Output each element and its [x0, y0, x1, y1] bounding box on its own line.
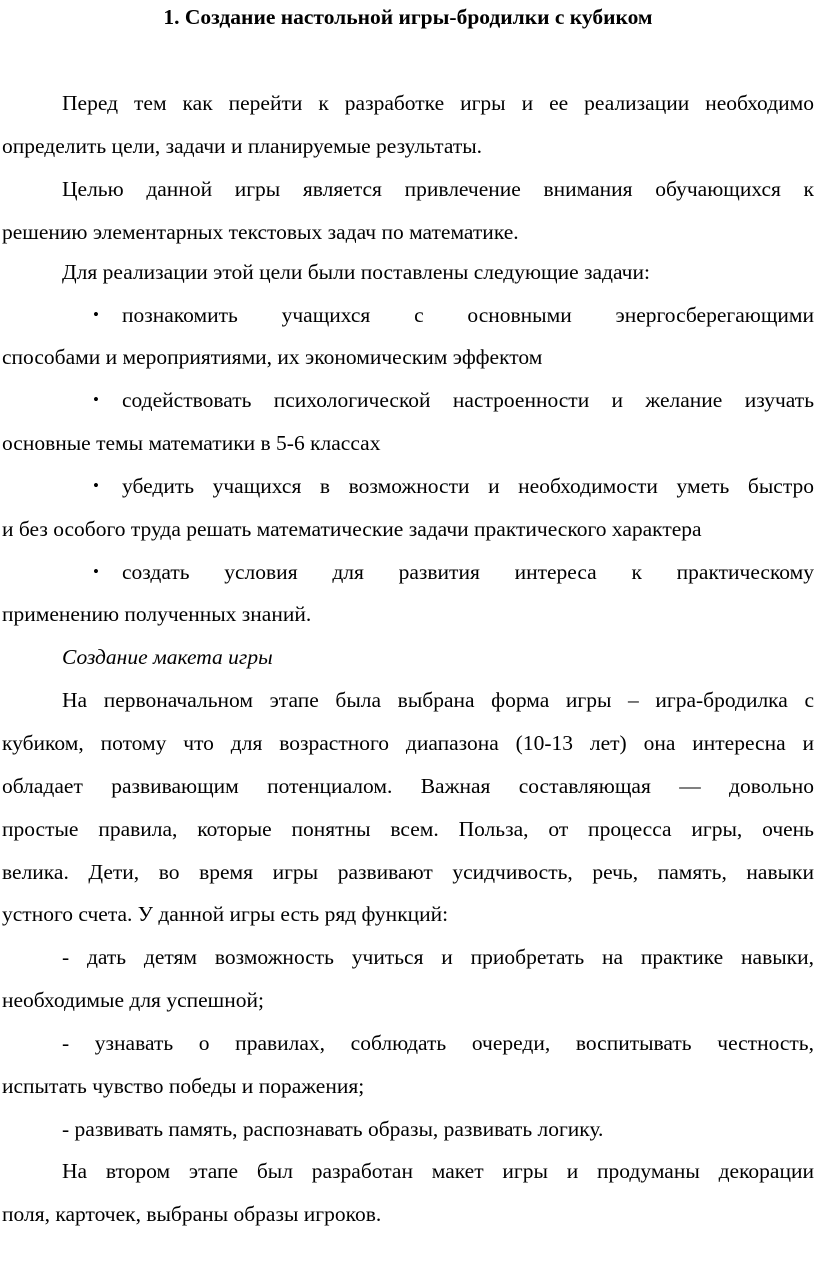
paragraph-stage1-line-4: простые правила, которые понятны всем. Польза, от процесса игры, очень: [2, 817, 814, 841]
bullet-icon: •: [93, 390, 99, 409]
document-title: 1. Создание настольной игры-бродилки с кубиком: [163, 5, 653, 29]
paragraph-stage2-line-1: На втором этапе был разработан макет игры и продуманы декорации: [62, 1159, 814, 1183]
dash-item-1-line-1: - дать детям возможность учиться и приобретать на практике навыки,: [62, 945, 814, 969]
bullet-item-4-line-2: применению полученных знаний.: [2, 602, 312, 626]
paragraph-stage1-line-1: На первоначальном этапе была выбрана форма игры – игра-бродилка с: [62, 688, 814, 712]
bullet-item-1-line-2: способами и мероприятиями, их экономическим эффектом: [2, 345, 543, 369]
dash-item-2-line-2: испытать чувство победы и поражения;: [2, 1074, 365, 1098]
bullet-icon: •: [93, 305, 99, 324]
bullet-item-1-line-1: познакомить учащихся с основными энергосберегающими: [122, 303, 814, 327]
dash-item-1-line-2: необходимые для успешной;: [2, 988, 264, 1012]
section-subheading: Создание макета игры: [62, 645, 273, 669]
bullet-item-2-line-2: основные темы математики в 5-6 классах: [2, 431, 381, 455]
paragraph-goal-line-2: решению элементарных текстовых задач по математике.: [2, 220, 519, 244]
bullet-icon: •: [93, 476, 99, 495]
paragraph-intro-line-1: Перед тем как перейти к разработке игры и ее реализации необходимо: [62, 91, 814, 115]
bullet-item-4-line-1: создать условия для развития интереса к практическому: [122, 560, 814, 584]
paragraph-tasks-intro: Для реализации этой цели были поставлены следующие задачи:: [62, 260, 650, 284]
bullet-item-2-line-1: содействовать психологической настроенности и желание изучать: [122, 388, 814, 412]
bullet-item-3-line-2: и без особого труда решать математические задачи практического характера: [2, 517, 702, 541]
paragraph-stage2-line-2: поля, карточек, выбраны образы игроков.: [2, 1202, 382, 1226]
bullet-icon: •: [93, 562, 99, 581]
bullet-item-3-line-1: убедить учащихся в возможности и необходимости уметь быстро: [122, 474, 814, 498]
paragraph-stage1-line-2: кубиком, потому что для возрастного диапазона (10-13 лет) она интересна и: [2, 731, 814, 755]
paragraph-goal-line-1: Целью данной игры является привлечение внимания обучающихся к: [62, 177, 814, 201]
paragraph-intro-line-2: определить цели, задачи и планируемые результаты.: [2, 134, 483, 158]
paragraph-stage1-line-6: устного счета. У данной игры есть ряд функций:: [2, 902, 449, 926]
paragraph-stage1-line-5: велика. Дети, во время игры развивают усидчивость, речь, память, навыки: [2, 860, 814, 884]
paragraph-stage1-line-3: обладает развивающим потенциалом. Важная составляющая — довольно: [2, 774, 814, 798]
dash-item-3-line-1: - развивать память, распознавать образы, развивать логику.: [62, 1117, 604, 1141]
dash-item-2-line-1: - узнавать о правилах, соблюдать очереди, воспитывать честность,: [62, 1031, 814, 1055]
